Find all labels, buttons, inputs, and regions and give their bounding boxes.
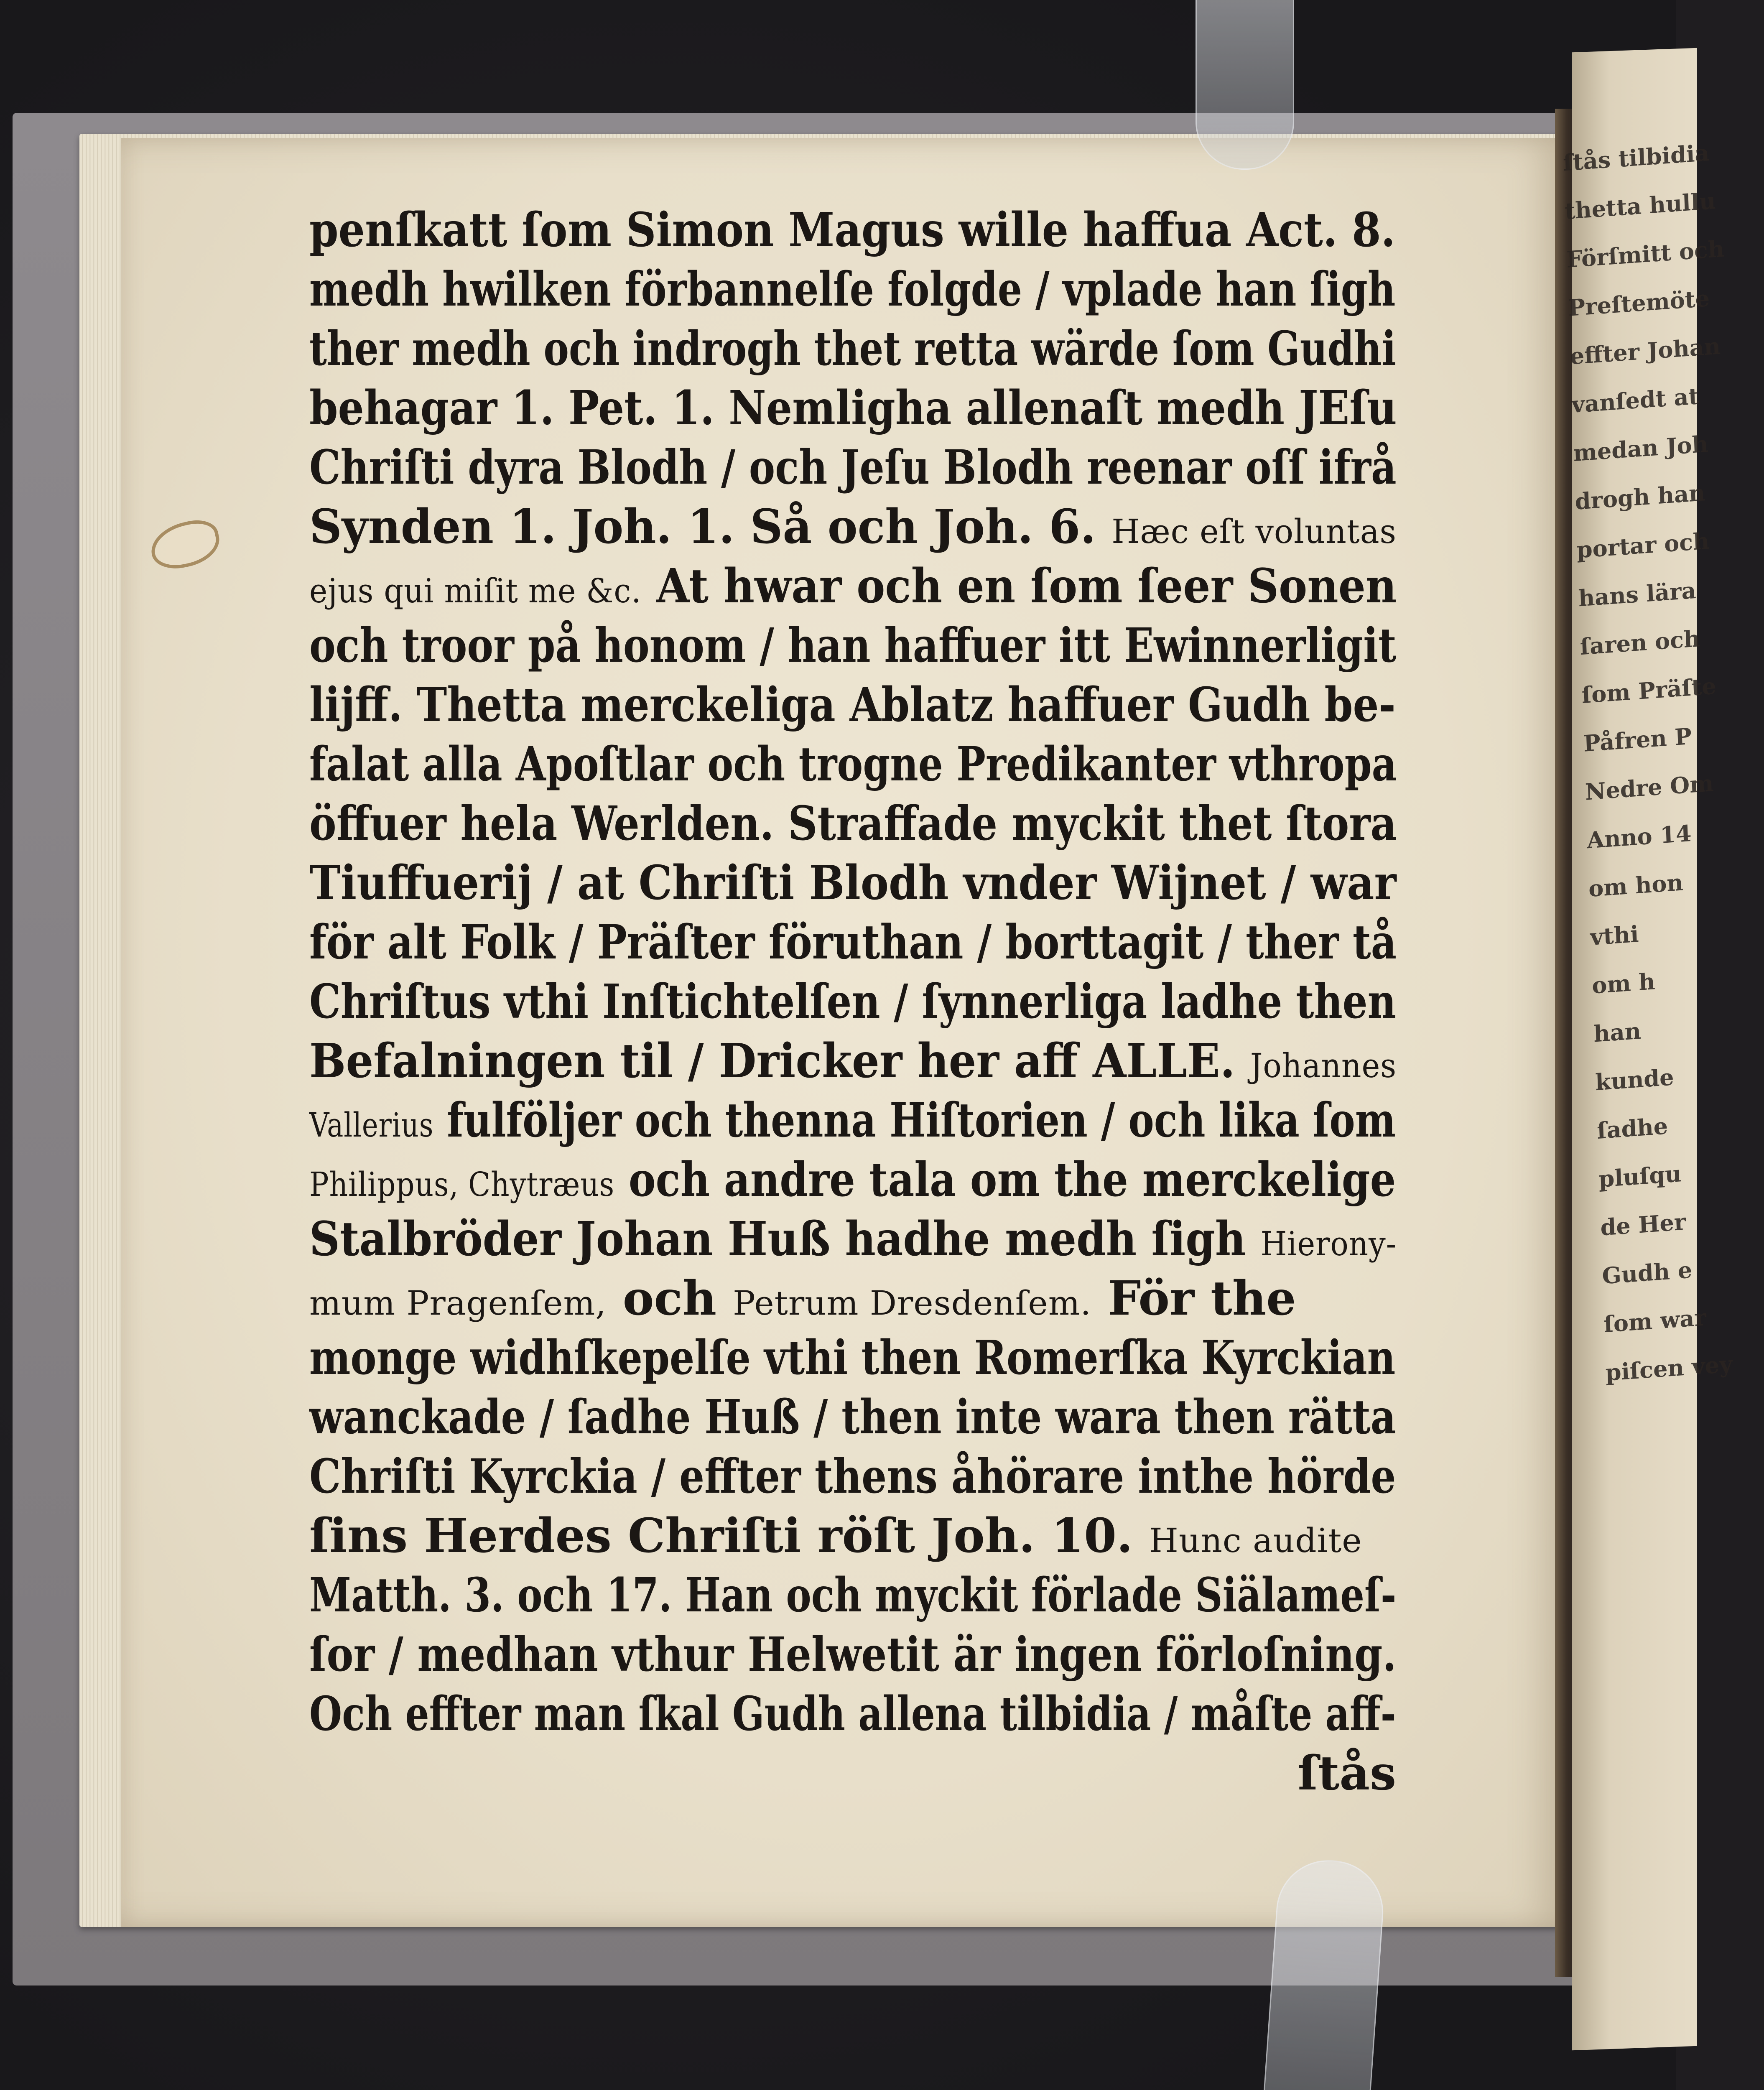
text-line: monge widhſkepelſe vthi then Romerſka Kyrckian — [309, 1330, 1396, 1385]
page-text-block — [309, 201, 1396, 1803]
text-line: ther medh och indrogh thet retta wärde ſom Gudhi — [309, 321, 1396, 376]
facing-line: piſcen vey — [1605, 1350, 1733, 1387]
facing-line: medan Joh — [1573, 430, 1709, 467]
text-line: ſor / medhan vthur Helwetit är ingen förloſning. — [309, 1627, 1397, 1682]
text-line — [309, 1150, 1396, 1210]
text-line: falat alla Apoſtlar och trogne Predikanter vthropa — [309, 737, 1397, 792]
antiqua-segment: Vallerius — [309, 1106, 434, 1144]
antiqua-segment: Hierony- — [1260, 1224, 1397, 1263]
facing-line: pluſqu — [1598, 1160, 1682, 1193]
facing-line: han — [1593, 1017, 1642, 1048]
text-line — [309, 1269, 1396, 1328]
facing-line: ſom war — [1603, 1304, 1707, 1338]
facing-line: ſtås tilbidia — [1563, 139, 1710, 176]
facing-page — [1563, 48, 1733, 2050]
text-line: öffuer hela Werlden. Straffade myckit thet ſtora — [309, 796, 1397, 851]
plastic-clip-bottom — [1262, 1857, 1387, 2090]
facing-line: vthi — [1590, 920, 1639, 951]
text-segment: För the — [1107, 1271, 1296, 1326]
plastic-clip-top — [1196, 0, 1294, 170]
facing-line: hans lära — [1578, 576, 1697, 612]
text-segment: fulföljer och thenna Hiſtorien / och lika ſom — [447, 1093, 1396, 1148]
facing-line: ſom Präſte — [1581, 672, 1717, 709]
text-line: Och effter man ſkal Gudh allena tilbidia / måſte aff- — [309, 1687, 1396, 1741]
text-line: Tiuffuerij / at Chriſti Blodh vnder Wijnet / war — [309, 856, 1397, 910]
facing-line: Förſmitt och — [1566, 235, 1725, 273]
text-line: och troor på honom / han haffuer itt Ewinnerligit — [309, 618, 1397, 673]
facing-line: ſadhe — [1596, 1112, 1669, 1144]
facing-line: ſaren och — [1579, 625, 1701, 660]
text-line — [309, 557, 1397, 616]
antiqua-segment: Johannes — [1250, 1046, 1397, 1085]
text-segment: Befalningen til / Dricker her aff ALLE. — [309, 1034, 1235, 1088]
text-line: lijff. Thetta merckeliga Ablatz haffuer Gudh be- — [309, 678, 1396, 732]
antiqua-segment: Petrum Dresdenſem. — [733, 1284, 1091, 1323]
facing-line: Anno 14 — [1586, 819, 1692, 854]
text-line: medh hwilken förbannelſe folgde / vplade han ſigh — [309, 262, 1396, 317]
facing-line: Preſtemöte — [1568, 285, 1710, 321]
facing-line: drogh han — [1574, 479, 1706, 515]
text-line: behagar 1. Pet. 1. Nemligha allenaſt medh JEſu — [309, 381, 1397, 436]
facing-line: vanſedt at — [1571, 382, 1700, 418]
text-segment: och andre tala om the merckelige — [628, 1152, 1396, 1207]
text-segment: Stalbröder Johan Huß hadhe medh ſigh — [309, 1212, 1246, 1267]
facing-line: om h — [1591, 968, 1656, 999]
text-line: Matth. 3. och 17. Han och myckit förlade Siälameſ- — [309, 1568, 1397, 1623]
text-segment: ſins Herdes Chriſti röſt Joh. 10. — [309, 1509, 1133, 1563]
facing-line: effter Johan — [1569, 332, 1721, 370]
antiqua-segment: Hæc eſt voluntas — [1111, 512, 1397, 551]
text-line: penſkatt ſom Simon Magus wille haffua Act. 8. — [309, 203, 1396, 257]
facing-page-text — [1562, 131, 1733, 1397]
antiqua-segment: Philippus, Chytræus — [309, 1165, 615, 1204]
antiqua-segment: ejus qui miſit me &c. — [309, 571, 642, 610]
text-line: för alt Folk / Präſter föruthan / borttagit / ther tå — [309, 915, 1397, 970]
text-line: Chriſti Kyrckia / effter thens åhörare inthe hörde — [309, 1449, 1396, 1504]
facing-line: Gudh e — [1601, 1256, 1693, 1290]
text-line: wanckade / ſadhe Huß / then inte wara then rätta — [309, 1390, 1396, 1445]
facing-line: Påfren P — [1583, 722, 1692, 757]
text-segment: och — [622, 1271, 717, 1326]
facing-line: portar och — [1576, 527, 1710, 563]
text-line — [309, 1210, 1397, 1269]
text-segment: At hwar och en ſom ſeer Sonen — [656, 559, 1397, 614]
text-line — [309, 1032, 1397, 1091]
catchword: ſtås — [1298, 1746, 1396, 1801]
text-line: Chriſti dyra Blodh / och Jeſu Blodh reenar oſſ ifrå — [309, 440, 1397, 495]
text-line — [309, 1506, 1396, 1566]
facing-line: om hon — [1588, 869, 1684, 902]
antiqua-segment: mum Pragenſem, — [309, 1284, 607, 1323]
text-line — [309, 497, 1397, 557]
text-line — [309, 1091, 1396, 1150]
facing-line: kunde — [1595, 1063, 1675, 1096]
facing-line: thetta hullu — [1564, 187, 1716, 225]
text-line: Chriſtus vthi Inſtichtelſen / ſynnerliga ladhe then — [309, 974, 1396, 1029]
antiqua-segment: Hunc audite — [1149, 1521, 1362, 1560]
text-segment: Synden 1. Joh. 1. Så och Joh. 6. — [309, 500, 1096, 554]
facing-line: de Her — [1600, 1208, 1687, 1241]
facing-line: Nedre Om — [1584, 770, 1714, 805]
